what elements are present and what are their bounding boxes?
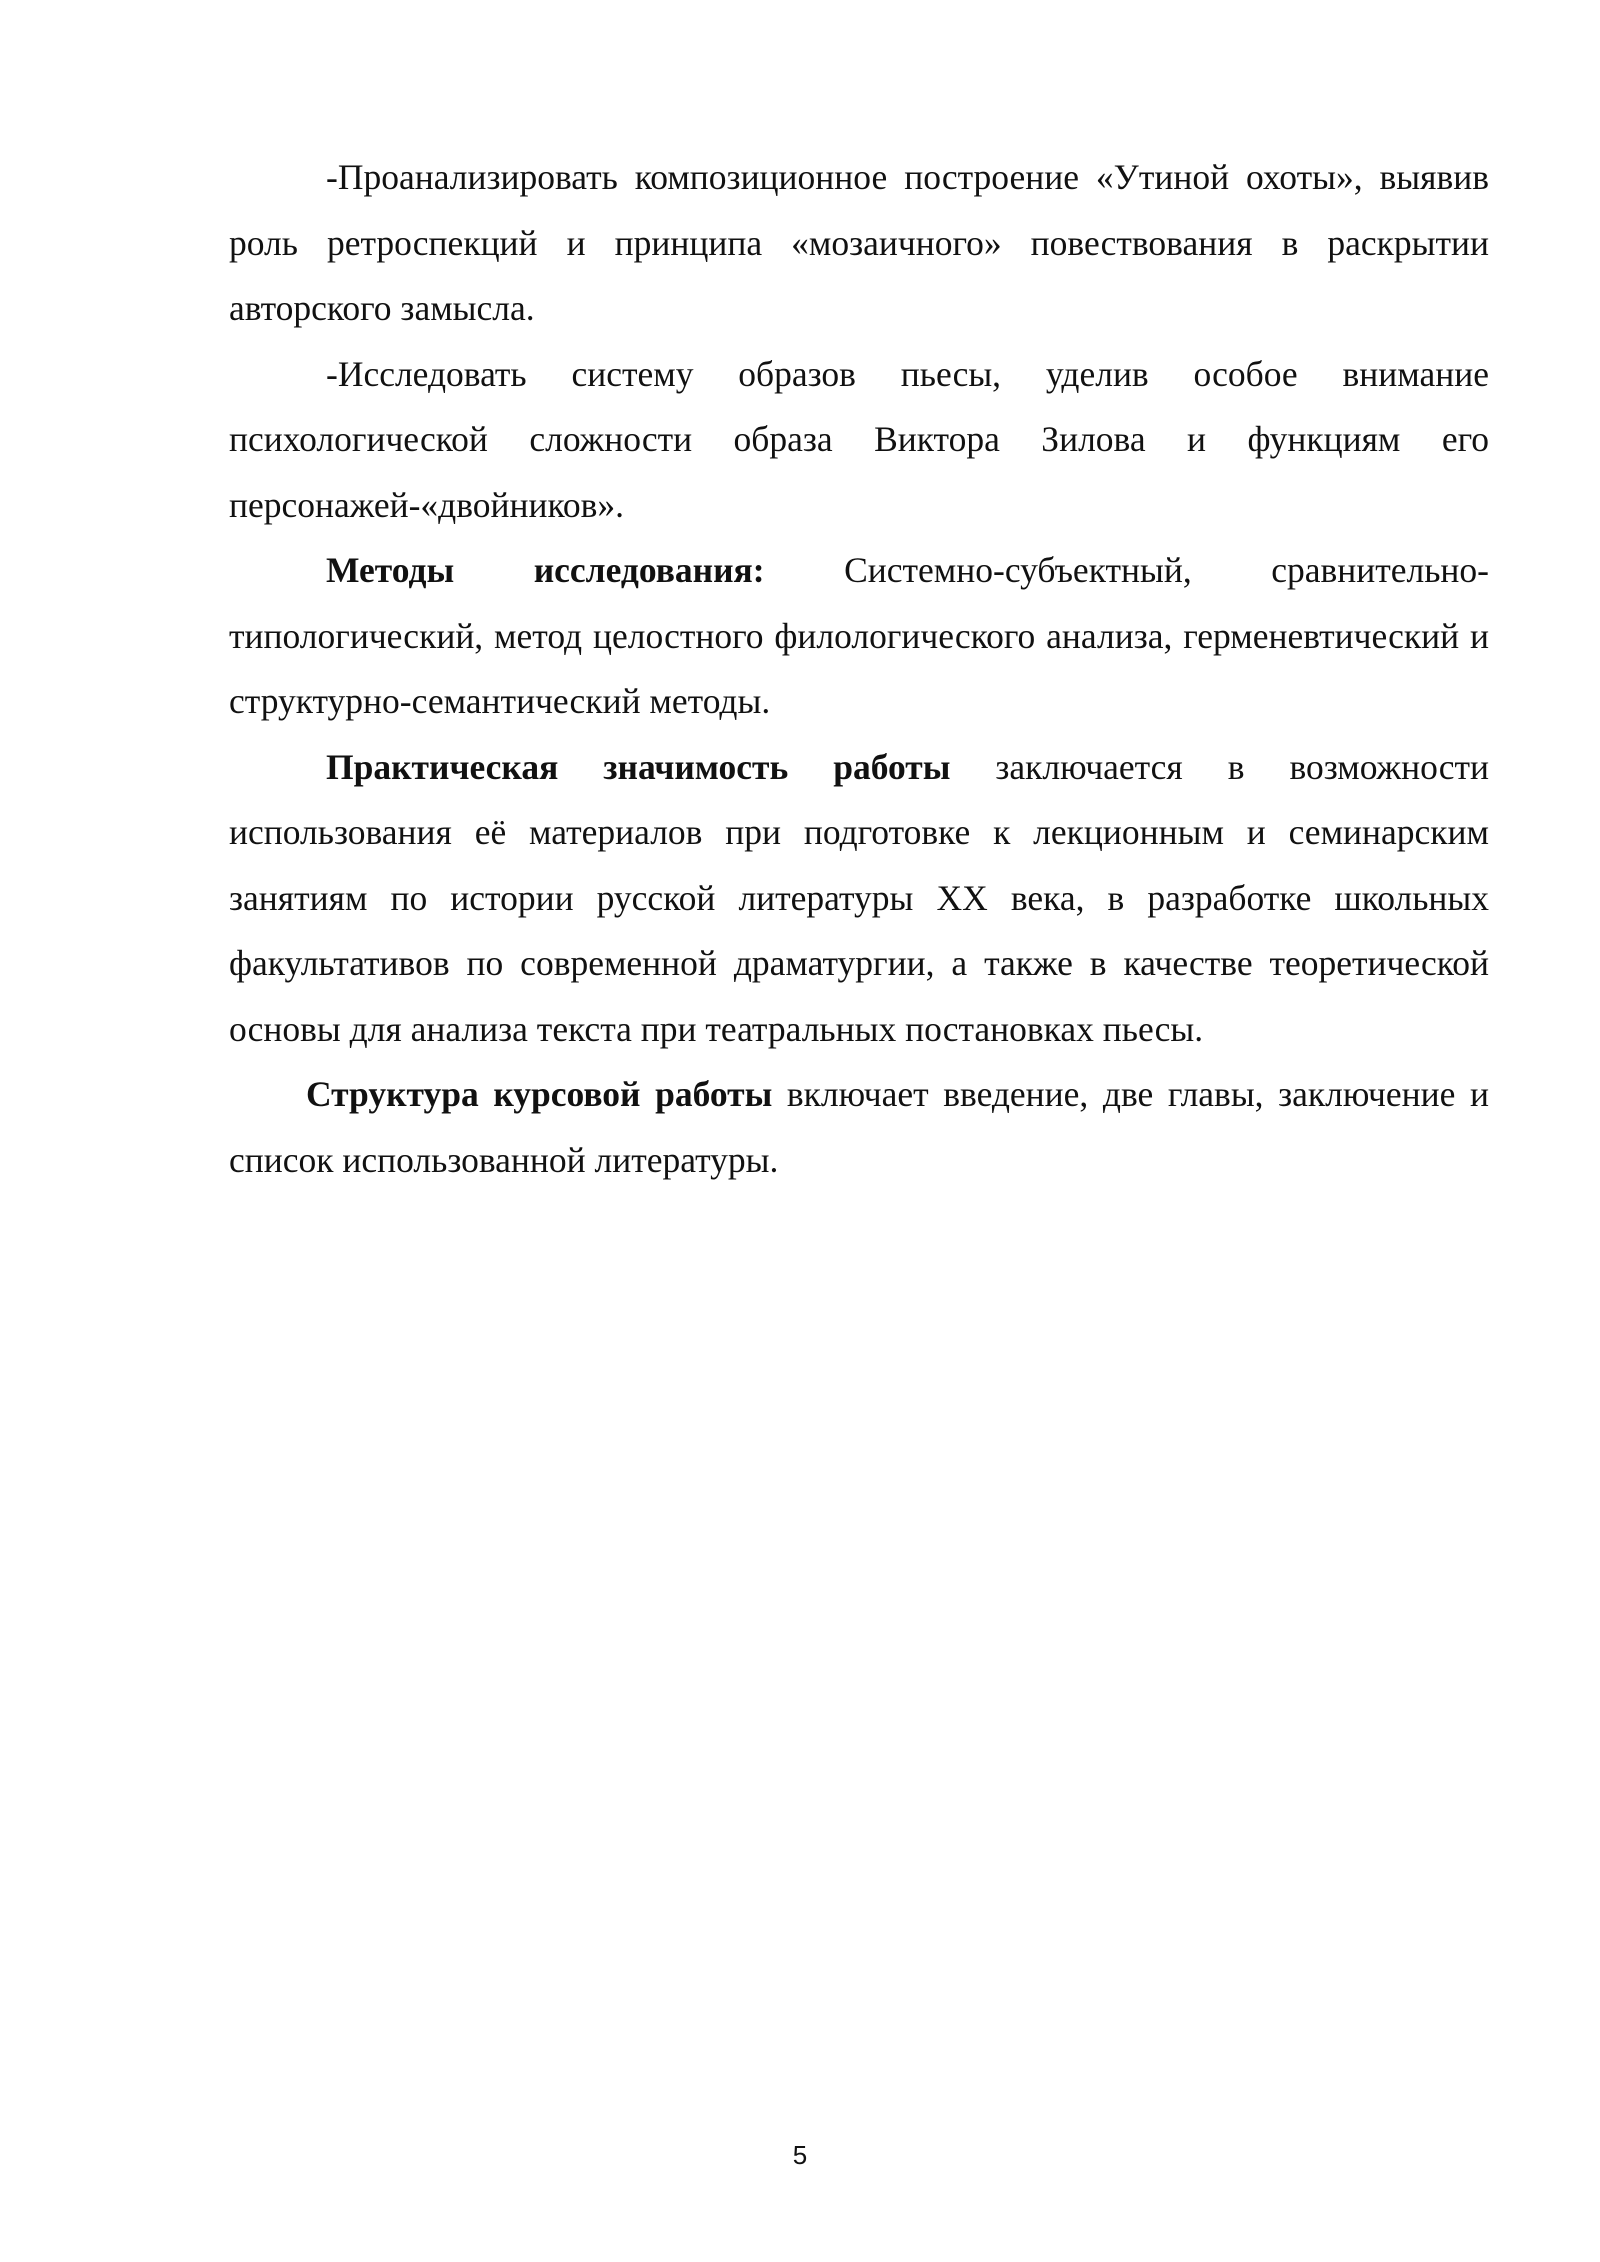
paragraph-heading: Практическая значимость работы [326, 746, 951, 787]
paragraph-task-composition [229, 145, 1489, 342]
paragraph-text: -Проанализировать композиционное построение «Утиной охоты», выявив роль ретроспекций и принципа «мозаичного» повествования в раскрытии авторского замысла. [229, 157, 1489, 328]
paragraph-heading: Методы исследования: [326, 550, 765, 590]
paragraph-text: -Исследовать систему образов пьесы, уделив особое внимание психологической сложности образа Виктора Зилова и функциям его персонажей-«двойников». [229, 353, 1489, 525]
paragraph-practical-significance [229, 735, 1489, 1063]
paragraph-structure [229, 1062, 1489, 1193]
paragraph-text: заключается в возможности использования её материалов при подготовке к лекционным и семинарским занятиям по истории русской литературы XX века, в разработке школьных факультативов по современной драматургии, а также в качестве теоретической основы для анализа текста при театральных постановках пьесы. [229, 746, 1489, 1049]
paragraph-methods [229, 538, 1489, 735]
page-number: 5 [792, 2140, 808, 2170]
body-text [229, 145, 1489, 1193]
paragraph-text: Системно-субъектный, сравнительно-типологический, метод целостного филологического анализа, герменевтический и структурно-семантический методы. [229, 550, 1489, 721]
paragraph-heading: Структура курсовой работы [306, 1074, 773, 1114]
paragraph-task-images [229, 342, 1489, 539]
paragraph-text: включает введение, две главы, заключение и список использованной литературы. [229, 1074, 1489, 1180]
